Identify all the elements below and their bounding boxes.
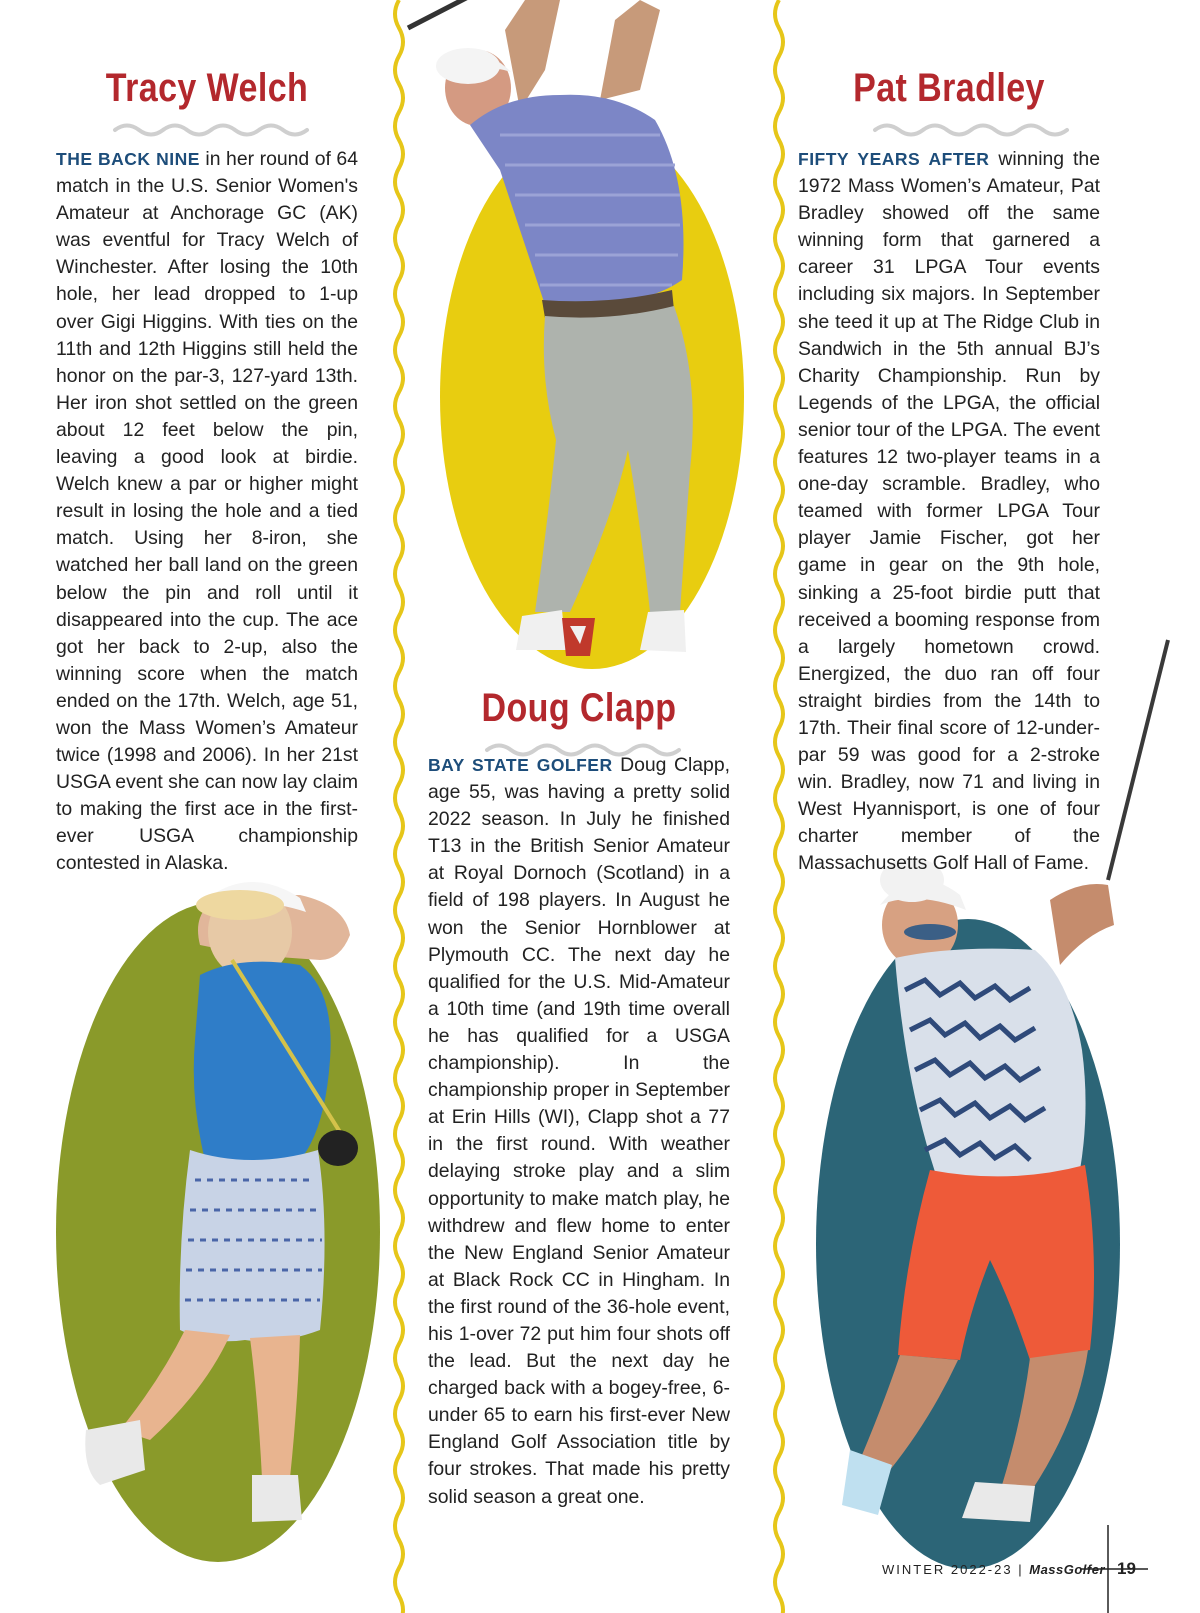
wavy-divider-left [395,0,403,1613]
page-number: 19 [1117,1559,1136,1578]
article-text-clapp: Doug Clapp, age 55, was having a pretty solid 2022 season. In July he finished T13 in the British Senior Amateur at Royal Dornoch (Scotland) in a field of 198 players. In August he won the Senior Hornblower at Plymouth CC. The next day he qualified for the U.S. Mid-Amateur a 10th time (and 19th time overall he has qualified for a USGA championship). In the championship proper in September at Erin Hills (WI), Clapp shot a 77 in the first round. With weather delaying stroke play and a slim opportunity to make match play, he withdrew and flew home to enter the New England Senior Amateur at Black Rock CC in Hingham. In the first round of the 36-hole event, his 1-over 72 put him four shots off the lead. But the next day he charged back with a bogey-free, 6-under 65 to earn his first-ever New England Golf Association title by four strokes. That made his pretty solid season a great one. [428,754,730,1508]
article-title-welch: Tracy Welch [105,66,309,110]
wavy-divider-right [775,0,783,1613]
folio-magazine: MassGolfer [1029,1562,1106,1577]
article-title-clapp: Doug Clapp [481,686,677,730]
article-body-clapp [428,752,730,1511]
article-body-welch [56,146,358,878]
article-text-bradley: winning the 1972 Mass Women’s Amateur, Pat Bradley showed off the same winning form that garnered a career 31 LPGA Tour events including six majors. In September she teed it up at The Ridge Club in Sandwich in the 5th annual BJ’s Charity Championship. Run by Legends of the LPGA, the official senior tour of the LPGA. The event features 12 two-player teams in a one-day scramble. Bradley, who teamed with former LPGA Tour player Jamie Fischer, got her game in gear on the 9th hole, sinking a 25-foot birdie putt that received a booming response from a largely hometown crowd. Energized, the duo ran off four straight birdies from the 14th to 17th. Their final score of 12-under-par 59 was good for a 2-stroke win. Bradley, now 71 and living in West Hyannisport, is one of four charter member of the Massachusetts Golf Hall of Fame. [798,148,1100,875]
article-lead-welch: THE BACK NINE [56,149,200,169]
article-lead-bradley: FIFTY YEARS AFTER [798,149,990,169]
article-lead-clapp: BAY STATE GOLFER [428,755,613,775]
article-title-bradley: Pat Bradley [853,66,1045,110]
folio-issue: WINTER 2022-23 [882,1562,1013,1577]
article-text-welch: in her round of 64 match in the U.S. Senior Women's Amateur at Anchorage GC (AK) was eventful for Tracy Welch of Winchester. After losing the 10th hole, her lead dropped to 1-up over Gigi Higgins. With ties on the 11th and 12th Higgins still held the honor on the par-3, 127-yard 13th. Her iron shot settled on the green about 12 feet below the pin, leaving a good look at birdie. Welch knew a par or higher might result in losing the hole and a tied match. Using her 8-iron, she watched her ball land on the green below the pin and roll until it disappeared into the cup. The ace got her back to 2-up, also the winning score when the match ended on the 17th. Welch, age 51, won the Mass Women’s Amateur twice (1998 and 2006). In her 21st USGA event she can now lay claim to making the first ace in the first-ever USGA championship contested in Alaska. [56,148,359,875]
folio-line [882,1562,1105,1577]
title-underline-bradley [875,126,1067,135]
title-underline-welch [115,126,307,135]
folio-separator: | [1018,1562,1024,1577]
article-body-bradley [798,146,1100,878]
